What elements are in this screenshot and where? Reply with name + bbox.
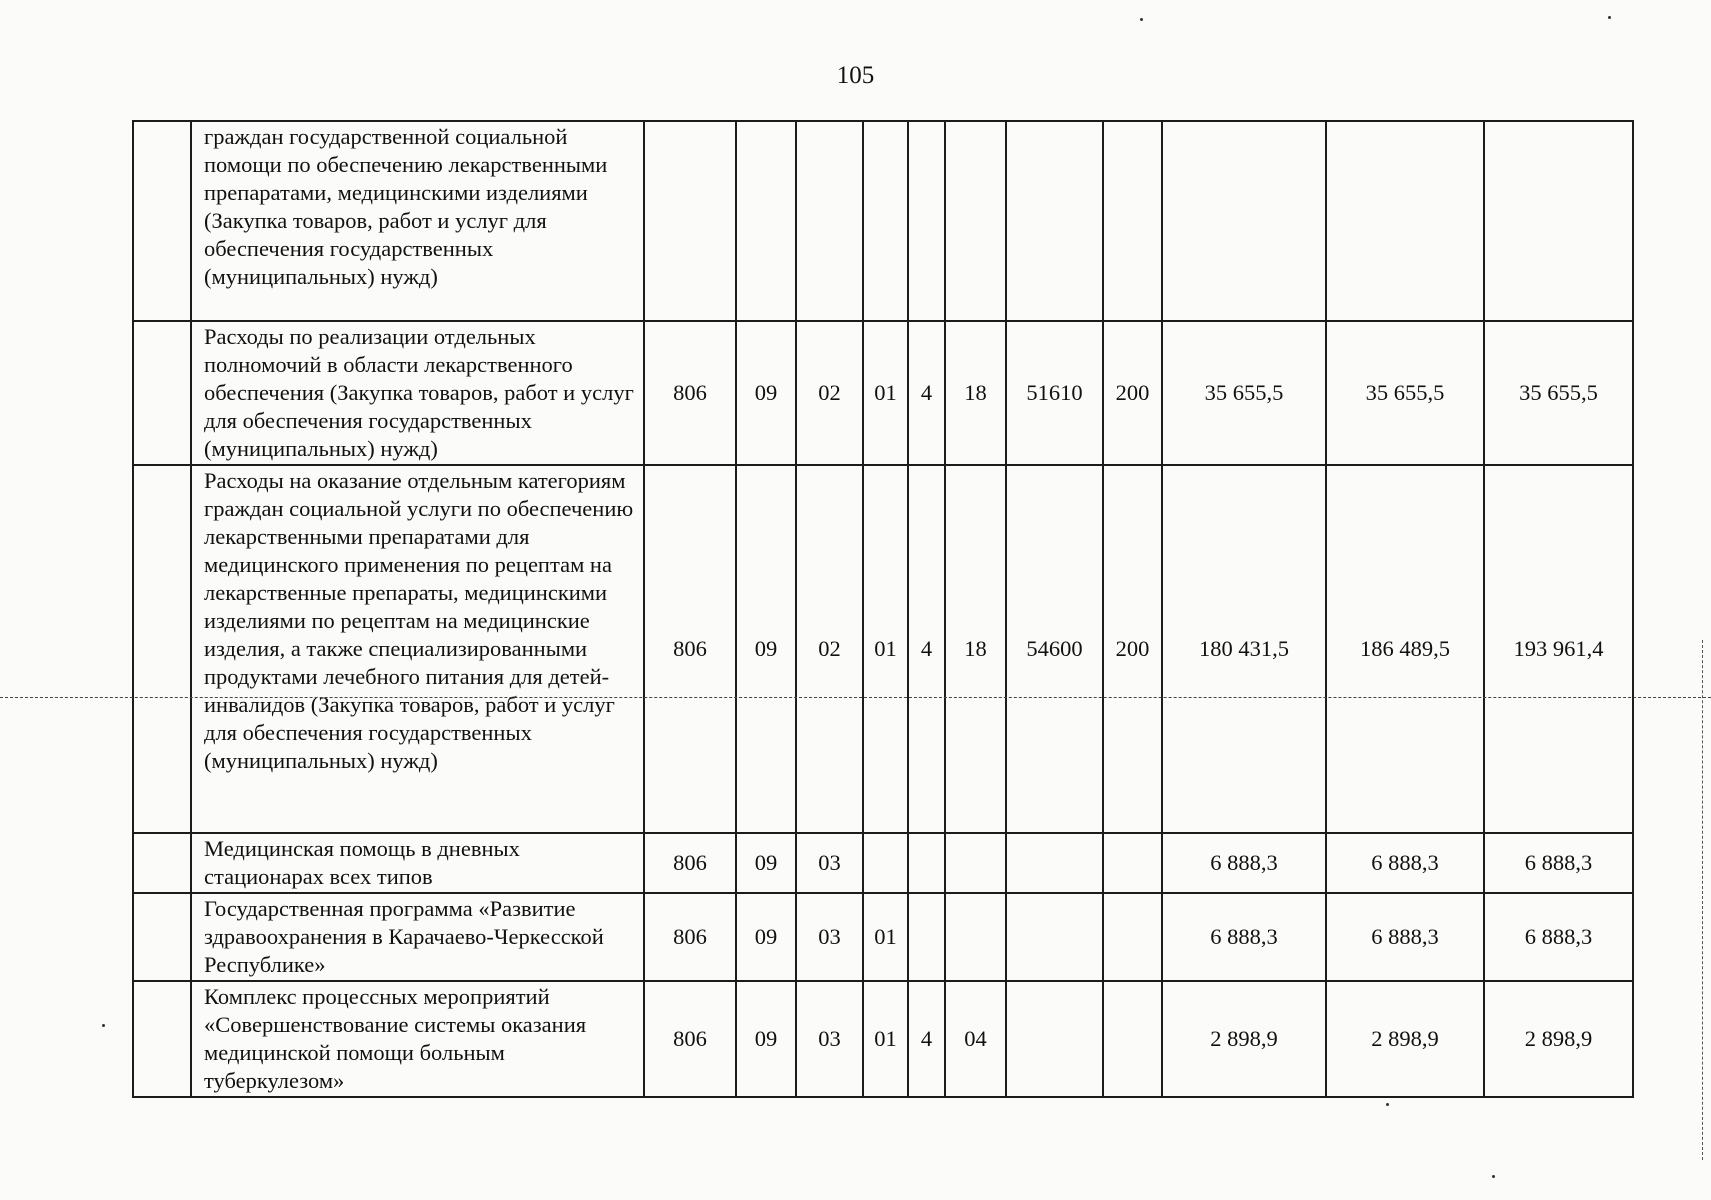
type-code-cell: 4 bbox=[908, 465, 945, 833]
amount-year-1-cell: 6 888,3 bbox=[1162, 833, 1326, 893]
direction-code-cell bbox=[1006, 981, 1103, 1097]
expense-type-cell: 200 bbox=[1103, 465, 1162, 833]
ministry-code-cell: 806 bbox=[644, 321, 736, 465]
section-code-cell: 09 bbox=[736, 321, 796, 465]
expense-type-cell bbox=[1103, 981, 1162, 1097]
type-code-cell bbox=[908, 121, 945, 321]
row-index-cell bbox=[133, 981, 191, 1097]
row-index-cell bbox=[133, 121, 191, 321]
program-code-cell: 01 bbox=[863, 893, 908, 981]
amount-year-1-cell: 180 431,5 bbox=[1162, 465, 1326, 833]
scan-speck bbox=[102, 1024, 105, 1027]
expense-type-cell bbox=[1103, 121, 1162, 321]
table-row bbox=[133, 321, 1633, 465]
direction-code-cell bbox=[1006, 833, 1103, 893]
description-cell: граждан государственной социальной помощи по обеспечению лекарственными препаратами, медицинскими изделиями (Закупка товаров, работ и услуг для обеспечения государственных (муниципальных) нужд) bbox=[191, 121, 644, 321]
type-code-cell bbox=[908, 893, 945, 981]
complex-code-cell bbox=[945, 121, 1006, 321]
amount-year-3-cell bbox=[1484, 121, 1633, 321]
amount-year-3-cell: 6 888,3 bbox=[1484, 833, 1633, 893]
program-code-cell: 01 bbox=[863, 321, 908, 465]
expense-type-cell: 200 bbox=[1103, 321, 1162, 465]
ministry-code-cell: 806 bbox=[644, 893, 736, 981]
direction-code-cell bbox=[1006, 121, 1103, 321]
table-row bbox=[133, 893, 1633, 981]
section-code-cell: 09 bbox=[736, 981, 796, 1097]
amount-year-2-cell: 186 489,5 bbox=[1326, 465, 1484, 833]
section-code-cell: 09 bbox=[736, 833, 796, 893]
ministry-code-cell: 806 bbox=[644, 981, 736, 1097]
subsection-code-cell: 03 bbox=[796, 981, 863, 1097]
program-code-cell bbox=[863, 121, 908, 321]
subsection-code-cell: 02 bbox=[796, 321, 863, 465]
description-cell: Медицинская помощь в дневных стационарах всех типов bbox=[191, 833, 644, 893]
section-code-cell bbox=[736, 121, 796, 321]
expense-type-cell bbox=[1103, 893, 1162, 981]
complex-code-cell: 18 bbox=[945, 465, 1006, 833]
table-row bbox=[133, 833, 1633, 893]
type-code-cell: 4 bbox=[908, 981, 945, 1097]
ministry-code-cell: 806 bbox=[644, 833, 736, 893]
description-cell: Расходы на оказание отдельным категориям граждан социальной услуги по обеспечению лекарственными препаратами для медицинского применения по рецептам на лекарственные препараты, медицинскими изделиями по рецептам на медицинские изделия, а также специализированными продуктами лечебного питания для детей-инвалидов (Закупка товаров, работ и услуг для обеспечения государственных (муниципальных) нужд) bbox=[191, 465, 644, 833]
type-code-cell: 4 bbox=[908, 321, 945, 465]
description-cell: Государственная программа «Развитие здравоохранения в Карачаево-Черкесской Республике» bbox=[191, 893, 644, 981]
program-code-cell bbox=[863, 833, 908, 893]
amount-year-3-cell: 35 655,5 bbox=[1484, 321, 1633, 465]
row-index-cell bbox=[133, 833, 191, 893]
row-index-cell bbox=[133, 465, 191, 833]
amount-year-1-cell bbox=[1162, 121, 1326, 321]
section-code-cell: 09 bbox=[736, 465, 796, 833]
complex-code-cell: 18 bbox=[945, 321, 1006, 465]
ministry-code-cell: 806 bbox=[644, 465, 736, 833]
section-code-cell: 09 bbox=[736, 893, 796, 981]
direction-code-cell: 54600 bbox=[1006, 465, 1103, 833]
scan-speck bbox=[1608, 16, 1611, 19]
subsection-code-cell: 03 bbox=[796, 833, 863, 893]
program-code-cell: 01 bbox=[863, 981, 908, 1097]
complex-code-cell: 04 bbox=[945, 981, 1006, 1097]
table-row bbox=[133, 981, 1633, 1097]
scan-speck bbox=[1140, 18, 1143, 21]
complex-code-cell bbox=[945, 893, 1006, 981]
amount-year-1-cell: 2 898,9 bbox=[1162, 981, 1326, 1097]
direction-code-cell bbox=[1006, 893, 1103, 981]
scan-fold-line bbox=[0, 697, 1711, 698]
amount-year-2-cell: 6 888,3 bbox=[1326, 893, 1484, 981]
ministry-code-cell bbox=[644, 121, 736, 321]
amount-year-2-cell bbox=[1326, 121, 1484, 321]
page-number: 105 bbox=[836, 62, 875, 89]
expense-type-cell bbox=[1103, 833, 1162, 893]
description-cell: Расходы по реализации отдельных полномочий в области лекарственного обеспечения (Закупка товаров, работ и услуг для обеспечения государственных (муниципальных) нужд) bbox=[191, 321, 644, 465]
direction-code-cell: 51610 bbox=[1006, 321, 1103, 465]
budget-table bbox=[132, 120, 1634, 1098]
scan-speck bbox=[1386, 1103, 1389, 1106]
subsection-code-cell: 03 bbox=[796, 893, 863, 981]
scan-edge-line bbox=[1702, 640, 1703, 1160]
amount-year-2-cell: 2 898,9 bbox=[1326, 981, 1484, 1097]
program-code-cell: 01 bbox=[863, 465, 908, 833]
table-row bbox=[133, 121, 1633, 321]
amount-year-1-cell: 35 655,5 bbox=[1162, 321, 1326, 465]
amount-year-2-cell: 35 655,5 bbox=[1326, 321, 1484, 465]
scan-speck bbox=[1492, 1175, 1495, 1178]
amount-year-1-cell: 6 888,3 bbox=[1162, 893, 1326, 981]
type-code-cell bbox=[908, 833, 945, 893]
row-index-cell bbox=[133, 321, 191, 465]
row-index-cell bbox=[133, 893, 191, 981]
amount-year-3-cell: 2 898,9 bbox=[1484, 981, 1633, 1097]
table-row bbox=[133, 465, 1633, 833]
amount-year-2-cell: 6 888,3 bbox=[1326, 833, 1484, 893]
description-cell: Комплекс процессных мероприятий «Совершенствование системы оказания медицинской помощи больным туберкулезом» bbox=[191, 981, 644, 1097]
subsection-code-cell: 02 bbox=[796, 465, 863, 833]
subsection-code-cell bbox=[796, 121, 863, 321]
complex-code-cell bbox=[945, 833, 1006, 893]
amount-year-3-cell: 6 888,3 bbox=[1484, 893, 1633, 981]
amount-year-3-cell: 193 961,4 bbox=[1484, 465, 1633, 833]
